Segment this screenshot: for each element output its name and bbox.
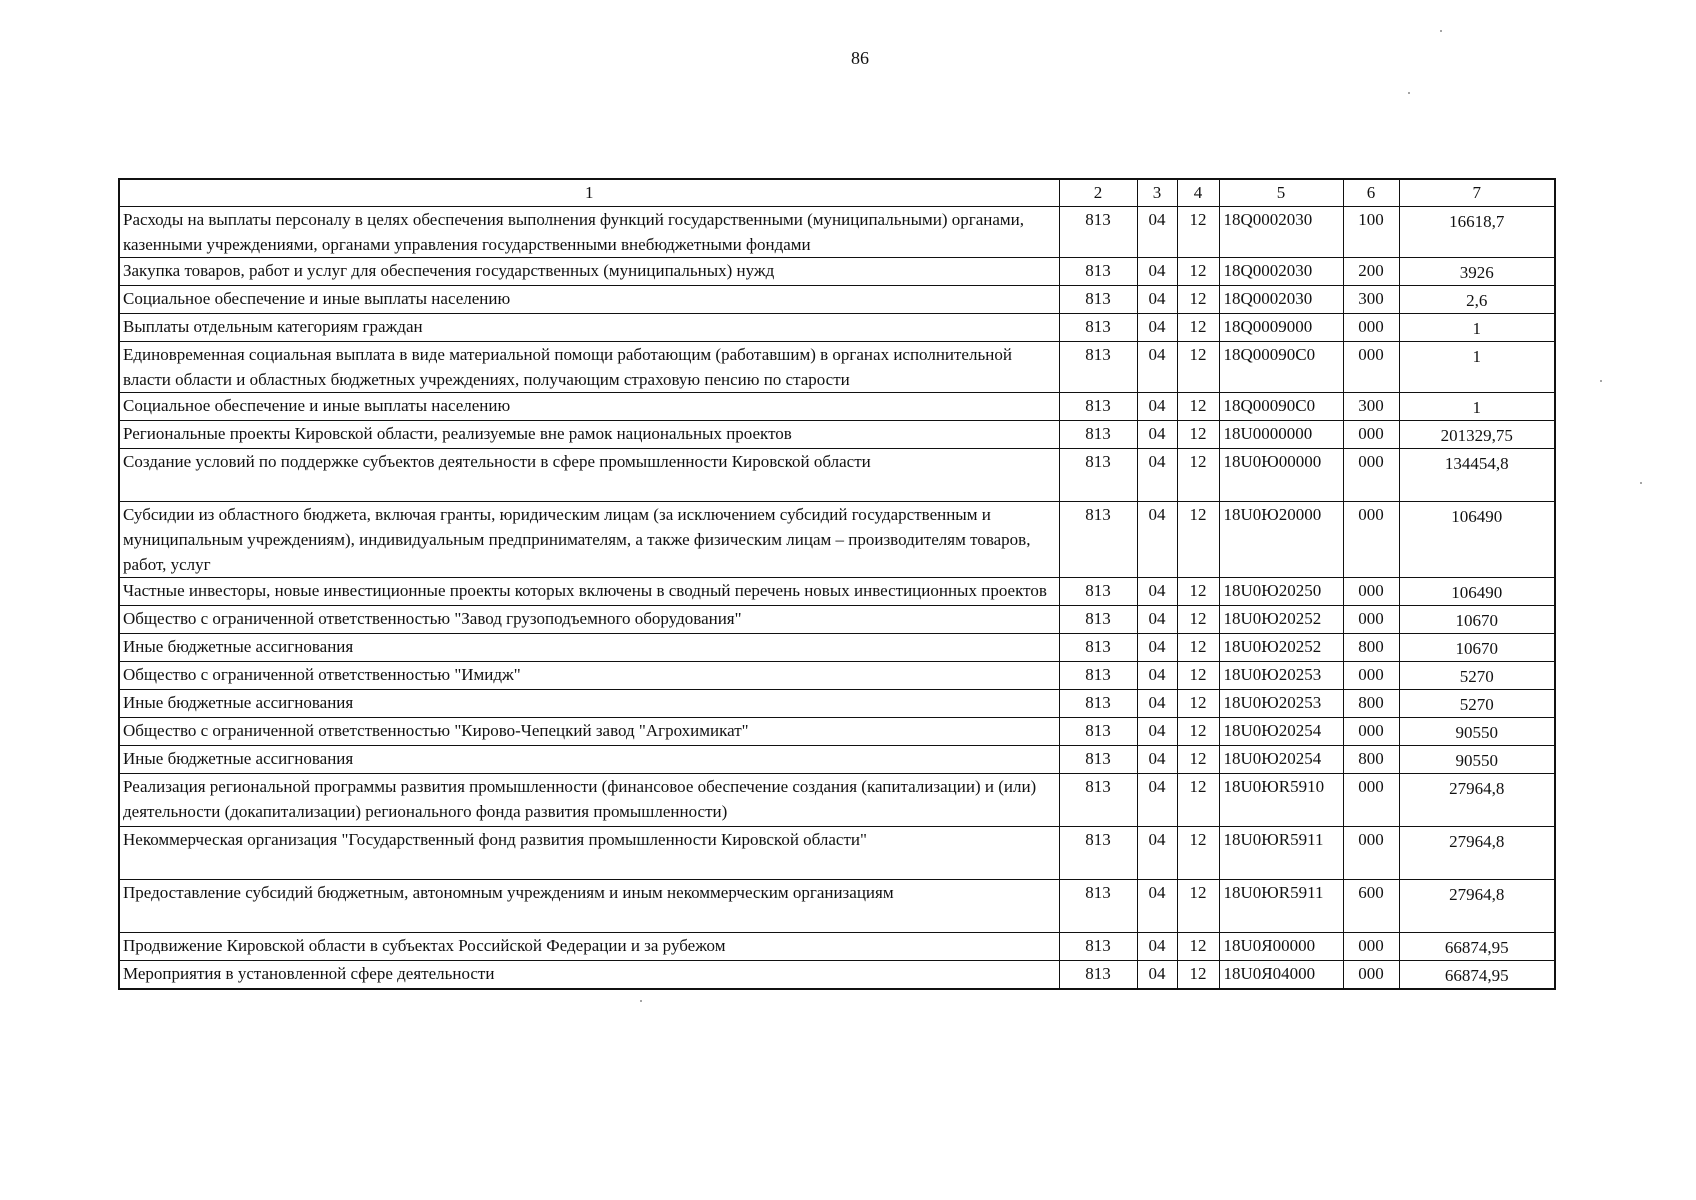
row-subsection-code: 12 — [1177, 393, 1219, 421]
row-amount: 66874,95 — [1399, 933, 1555, 961]
row-name: Реализация региональной программы развития промышленности (финансовое обеспечение создания (капитализации) и (или) деятельности (докапитализации) регионального фонда развития промышленности) — [119, 774, 1059, 827]
row-amount: 16618,7 — [1399, 207, 1555, 258]
row-name: Некоммерческая организация "Государственный фонд развития промышленности Кировской области" — [119, 827, 1059, 880]
column-header-3: 3 — [1137, 179, 1177, 207]
row-ministry-code: 813 — [1059, 827, 1137, 880]
table-row — [119, 449, 1555, 502]
row-section-code: 04 — [1137, 634, 1177, 662]
row-expense-type-code: 000 — [1343, 421, 1399, 449]
row-expense-type-code: 800 — [1343, 634, 1399, 662]
row-name: Общество с ограниченной ответственностью "Завод грузоподъемного оборудования" — [119, 606, 1059, 634]
row-ministry-code: 813 — [1059, 207, 1137, 258]
row-name: Иные бюджетные ассигнования — [119, 746, 1059, 774]
row-section-code: 04 — [1137, 342, 1177, 393]
table-row — [119, 827, 1555, 880]
row-target-code: 18Q0009000 — [1219, 314, 1343, 342]
row-ministry-code: 813 — [1059, 933, 1137, 961]
row-target-code: 18U0Ю20253 — [1219, 662, 1343, 690]
row-name: Социальное обеспечение и иные выплаты населению — [119, 286, 1059, 314]
row-name: Создание условий по поддержке субъектов деятельности в сфере промышленности Кировской области — [119, 449, 1059, 502]
row-section-code: 04 — [1137, 449, 1177, 502]
row-subsection-code: 12 — [1177, 961, 1219, 990]
row-amount: 5270 — [1399, 662, 1555, 690]
row-expense-type-code: 000 — [1343, 933, 1399, 961]
row-target-code: 18U0000000 — [1219, 421, 1343, 449]
row-expense-type-code: 300 — [1343, 286, 1399, 314]
row-name: Закупка товаров, работ и услуг для обеспечения государственных (муниципальных) нужд — [119, 258, 1059, 286]
table-row — [119, 746, 1555, 774]
row-subsection-code: 12 — [1177, 718, 1219, 746]
row-ministry-code: 813 — [1059, 662, 1137, 690]
scan-speck — [1408, 92, 1410, 94]
row-section-code: 04 — [1137, 393, 1177, 421]
row-name: Частные инвесторы, новые инвестиционные проекты которых включены в сводный перечень новых инвестиционных проектов — [119, 578, 1059, 606]
row-ministry-code: 813 — [1059, 286, 1137, 314]
row-ministry-code: 813 — [1059, 342, 1137, 393]
row-subsection-code: 12 — [1177, 502, 1219, 578]
row-subsection-code: 12 — [1177, 662, 1219, 690]
row-expense-type-code: 000 — [1343, 606, 1399, 634]
row-expense-type-code: 000 — [1343, 314, 1399, 342]
row-ministry-code: 813 — [1059, 314, 1137, 342]
row-name: Выплаты отдельным категориям граждан — [119, 314, 1059, 342]
row-name: Общество с ограниченной ответственностью "Кирово-Чепецкий завод "Агрохимикат" — [119, 718, 1059, 746]
table-row — [119, 606, 1555, 634]
row-ministry-code: 813 — [1059, 746, 1137, 774]
row-target-code: 18U0ЮR5911 — [1219, 880, 1343, 933]
row-amount: 27964,8 — [1399, 880, 1555, 933]
row-target-code: 18U0ЮR5911 — [1219, 827, 1343, 880]
row-ministry-code: 813 — [1059, 393, 1137, 421]
row-section-code: 04 — [1137, 933, 1177, 961]
row-subsection-code: 12 — [1177, 258, 1219, 286]
row-ministry-code: 813 — [1059, 774, 1137, 827]
row-name: Иные бюджетные ассигнования — [119, 634, 1059, 662]
row-amount: 3926 — [1399, 258, 1555, 286]
row-ministry-code: 813 — [1059, 880, 1137, 933]
row-amount: 5270 — [1399, 690, 1555, 718]
row-amount: 2,6 — [1399, 286, 1555, 314]
row-target-code: 18U0Ю20252 — [1219, 606, 1343, 634]
table-row — [119, 258, 1555, 286]
row-section-code: 04 — [1137, 827, 1177, 880]
row-amount: 134454,8 — [1399, 449, 1555, 502]
row-amount: 106490 — [1399, 502, 1555, 578]
row-section-code: 04 — [1137, 606, 1177, 634]
row-expense-type-code: 000 — [1343, 578, 1399, 606]
row-name: Иные бюджетные ассигнования — [119, 690, 1059, 718]
row-amount: 66874,95 — [1399, 961, 1555, 990]
table-row — [119, 393, 1555, 421]
row-subsection-code: 12 — [1177, 449, 1219, 502]
row-amount: 27964,8 — [1399, 774, 1555, 827]
scan-speck — [1440, 30, 1442, 32]
table-row — [119, 286, 1555, 314]
table-row — [119, 961, 1555, 990]
row-section-code: 04 — [1137, 961, 1177, 990]
table-body — [119, 207, 1555, 990]
table-row — [119, 578, 1555, 606]
row-ministry-code: 813 — [1059, 961, 1137, 990]
row-amount: 90550 — [1399, 746, 1555, 774]
row-target-code: 18U0Ю20254 — [1219, 746, 1343, 774]
row-expense-type-code: 000 — [1343, 827, 1399, 880]
row-subsection-code: 12 — [1177, 578, 1219, 606]
table-row — [119, 718, 1555, 746]
row-subsection-code: 12 — [1177, 880, 1219, 933]
row-amount: 201329,75 — [1399, 421, 1555, 449]
row-target-code: 18U0Ю20252 — [1219, 634, 1343, 662]
row-name: Общество с ограниченной ответственностью "Имидж" — [119, 662, 1059, 690]
table-row — [119, 933, 1555, 961]
row-target-code: 18U0Ю20000 — [1219, 502, 1343, 578]
row-name: Единовременная социальная выплата в виде материальной помощи работающим (работавшим) в органах исполнительной власти области и областных бюджетных учреждениях, получающим страховую пенсию по старости — [119, 342, 1059, 393]
row-expense-type-code: 600 — [1343, 880, 1399, 933]
table-row — [119, 207, 1555, 258]
row-expense-type-code: 800 — [1343, 690, 1399, 718]
row-section-code: 04 — [1137, 421, 1177, 449]
row-target-code: 18Q0002030 — [1219, 258, 1343, 286]
row-section-code: 04 — [1137, 578, 1177, 606]
table-row — [119, 634, 1555, 662]
column-header-4: 4 — [1177, 179, 1219, 207]
row-subsection-code: 12 — [1177, 207, 1219, 258]
row-amount: 1 — [1399, 314, 1555, 342]
row-expense-type-code: 000 — [1343, 502, 1399, 578]
row-amount: 1 — [1399, 393, 1555, 421]
row-target-code: 18Q0002030 — [1219, 207, 1343, 258]
row-section-code: 04 — [1137, 774, 1177, 827]
row-subsection-code: 12 — [1177, 286, 1219, 314]
table-row — [119, 342, 1555, 393]
row-expense-type-code: 000 — [1343, 449, 1399, 502]
row-section-code: 04 — [1137, 662, 1177, 690]
row-ministry-code: 813 — [1059, 421, 1137, 449]
row-ministry-code: 813 — [1059, 634, 1137, 662]
row-section-code: 04 — [1137, 314, 1177, 342]
row-expense-type-code: 800 — [1343, 746, 1399, 774]
row-section-code: 04 — [1137, 690, 1177, 718]
scan-speck — [1600, 380, 1602, 382]
row-subsection-code: 12 — [1177, 774, 1219, 827]
budget-table — [118, 178, 1556, 990]
row-section-code: 04 — [1137, 502, 1177, 578]
row-subsection-code: 12 — [1177, 827, 1219, 880]
row-section-code: 04 — [1137, 746, 1177, 774]
row-ministry-code: 813 — [1059, 690, 1137, 718]
row-section-code: 04 — [1137, 880, 1177, 933]
row-section-code: 04 — [1137, 258, 1177, 286]
row-target-code: 18U0ЮR5910 — [1219, 774, 1343, 827]
row-target-code: 18U0Я04000 — [1219, 961, 1343, 990]
column-header-5: 5 — [1219, 179, 1343, 207]
row-ministry-code: 813 — [1059, 449, 1137, 502]
row-name: Субсидии из областного бюджета, включая гранты, юридическим лицам (за исключением субсидий государственным и муниципальным учреждениям), индивидуальным предпринимателям, а также физическим лицам – производителям товаров, работ, услуг — [119, 502, 1059, 578]
row-expense-type-code: 000 — [1343, 662, 1399, 690]
table-row — [119, 774, 1555, 827]
row-subsection-code: 12 — [1177, 746, 1219, 774]
row-target-code: 18U0Ю20253 — [1219, 690, 1343, 718]
row-amount: 90550 — [1399, 718, 1555, 746]
column-header-6: 6 — [1343, 179, 1399, 207]
table-row — [119, 314, 1555, 342]
row-target-code: 18U0Ю00000 — [1219, 449, 1343, 502]
row-expense-type-code: 000 — [1343, 961, 1399, 990]
row-target-code: 18Q0002030 — [1219, 286, 1343, 314]
column-header-2: 2 — [1059, 179, 1137, 207]
row-amount: 1 — [1399, 342, 1555, 393]
row-ministry-code: 813 — [1059, 578, 1137, 606]
column-header-1: 1 — [119, 179, 1059, 207]
row-name: Продвижение Кировской области в субъектах Российской Федерации и за рубежом — [119, 933, 1059, 961]
row-expense-type-code: 000 — [1343, 774, 1399, 827]
row-target-code: 18U0Ю20254 — [1219, 718, 1343, 746]
row-ministry-code: 813 — [1059, 606, 1137, 634]
row-subsection-code: 12 — [1177, 421, 1219, 449]
row-target-code: 18U0Ю20250 — [1219, 578, 1343, 606]
row-expense-type-code: 000 — [1343, 718, 1399, 746]
row-expense-type-code: 300 — [1343, 393, 1399, 421]
row-expense-type-code: 000 — [1343, 342, 1399, 393]
row-amount: 27964,8 — [1399, 827, 1555, 880]
table-row — [119, 662, 1555, 690]
row-name: Расходы на выплаты персоналу в целях обеспечения выполнения функций государственными (муниципальными) органами, казенными учреждениями, органами управления государственными внебюджетными фондами — [119, 207, 1059, 258]
table-row — [119, 880, 1555, 933]
row-ministry-code: 813 — [1059, 502, 1137, 578]
row-subsection-code: 12 — [1177, 634, 1219, 662]
column-header-7: 7 — [1399, 179, 1555, 207]
row-subsection-code: 12 — [1177, 606, 1219, 634]
scan-speck — [1640, 482, 1642, 484]
row-name: Региональные проекты Кировской области, реализуемые вне рамок национальных проектов — [119, 421, 1059, 449]
scan-speck — [640, 1000, 642, 1002]
row-expense-type-code: 100 — [1343, 207, 1399, 258]
table-row — [119, 502, 1555, 578]
row-subsection-code: 12 — [1177, 933, 1219, 961]
row-section-code: 04 — [1137, 207, 1177, 258]
row-target-code: 18Q00090C0 — [1219, 393, 1343, 421]
row-subsection-code: 12 — [1177, 314, 1219, 342]
table-row — [119, 690, 1555, 718]
row-section-code: 04 — [1137, 286, 1177, 314]
row-target-code: 18U0Я00000 — [1219, 933, 1343, 961]
row-section-code: 04 — [1137, 718, 1177, 746]
row-name: Предоставление субсидий бюджетным, автономным учреждениям и иным некоммерческим организациям — [119, 880, 1059, 933]
row-ministry-code: 813 — [1059, 718, 1137, 746]
row-subsection-code: 12 — [1177, 690, 1219, 718]
row-amount: 10670 — [1399, 634, 1555, 662]
row-target-code: 18Q00090C0 — [1219, 342, 1343, 393]
row-expense-type-code: 200 — [1343, 258, 1399, 286]
page-number: 86 — [851, 48, 869, 68]
column-number-row — [119, 179, 1555, 207]
row-name: Социальное обеспечение и иные выплаты населению — [119, 393, 1059, 421]
row-ministry-code: 813 — [1059, 258, 1137, 286]
row-subsection-code: 12 — [1177, 342, 1219, 393]
table-row — [119, 421, 1555, 449]
row-amount: 10670 — [1399, 606, 1555, 634]
row-name: Мероприятия в установленной сфере деятельности — [119, 961, 1059, 990]
row-amount: 106490 — [1399, 578, 1555, 606]
